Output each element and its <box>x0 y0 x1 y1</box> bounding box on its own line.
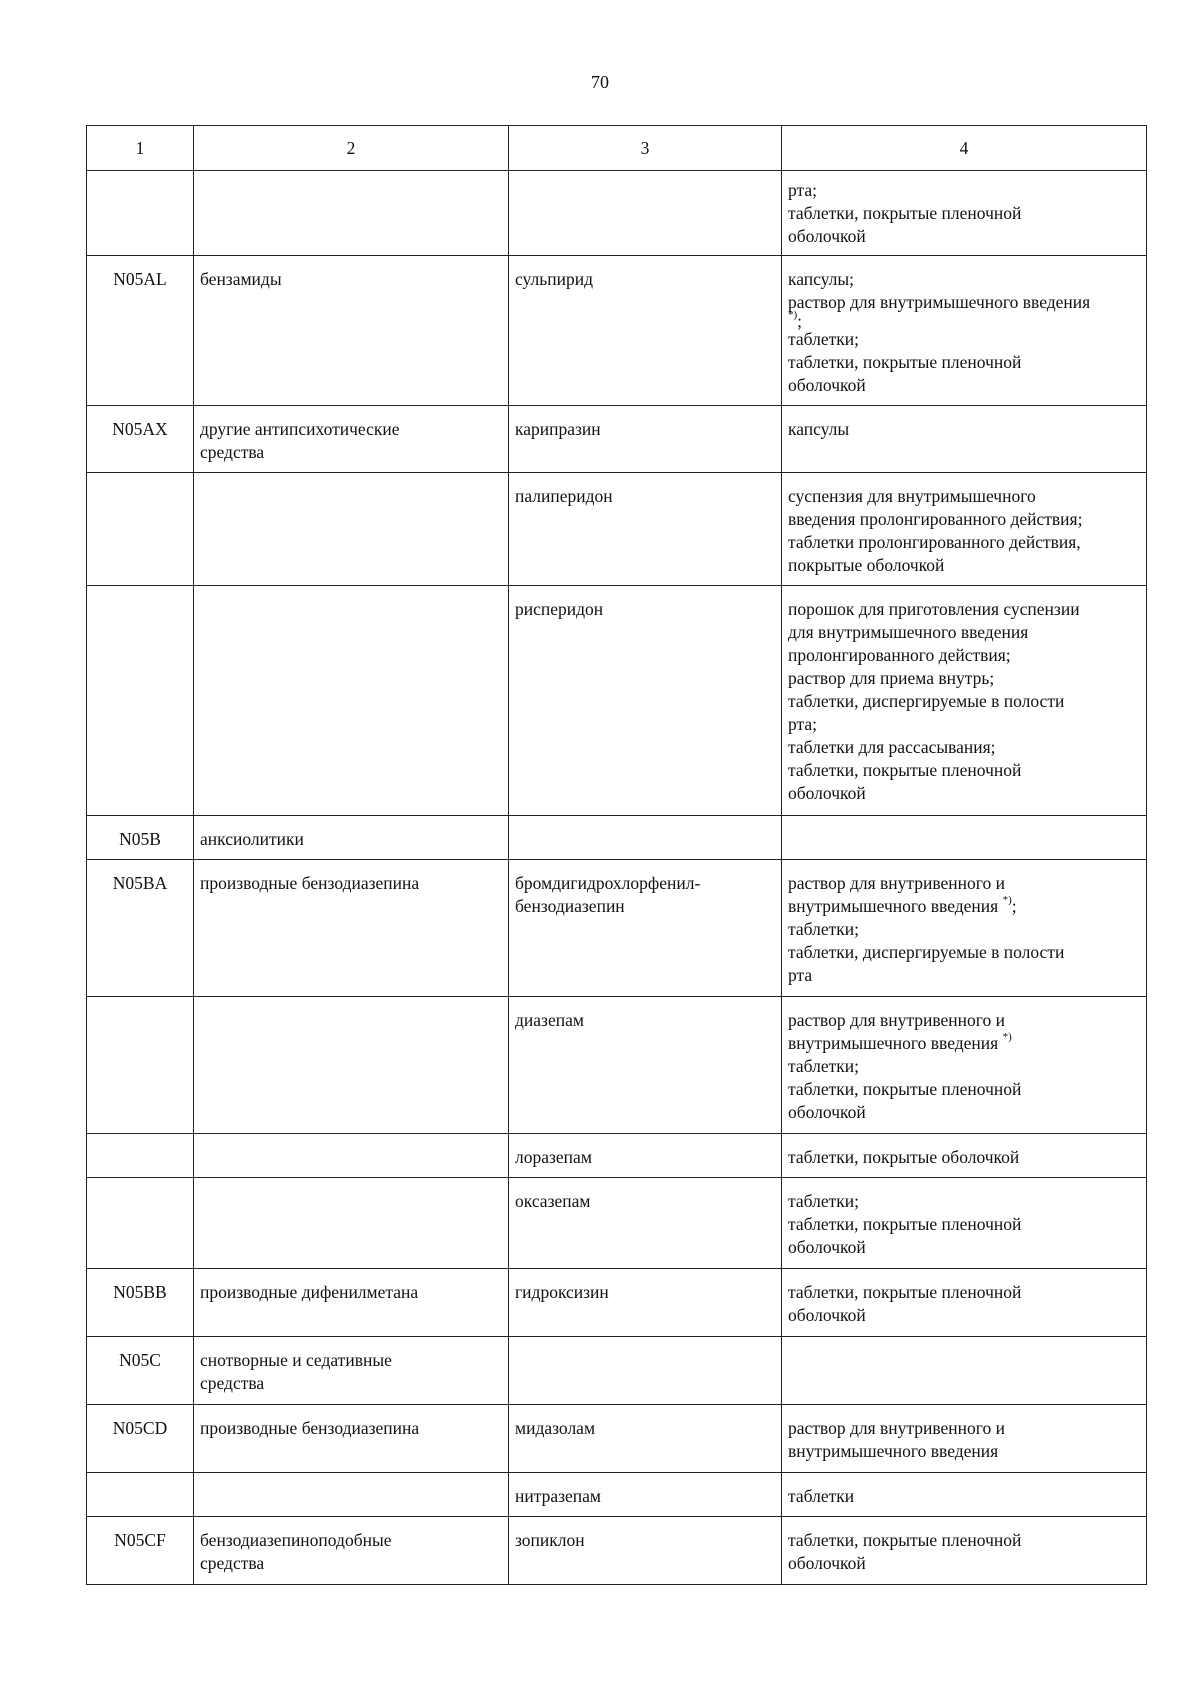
dosage-form-line: таблетки, покрытые пленочной <box>788 1530 1022 1550</box>
dosage-forms-cell <box>782 1517 1147 1585</box>
group-name: бензодиазепиноподобные <box>200 1530 392 1550</box>
dosage-forms-cell <box>782 1269 1147 1337</box>
table-row <box>87 1473 1147 1517</box>
atc-code-cell <box>87 586 194 816</box>
dosage-forms-cell <box>782 816 1147 860</box>
drug-cell <box>509 860 782 997</box>
group-cell <box>194 816 509 860</box>
group-name: средства <box>200 442 265 462</box>
header-cell: 4 <box>782 126 1147 171</box>
dosage-forms-cell <box>782 473 1147 586</box>
page-number: 70 <box>591 72 609 92</box>
dosage-form-line: внутримышечного введения *) <box>788 1031 1012 1053</box>
dosage-forms-cell <box>782 1473 1147 1517</box>
dosage-form-line: внутримышечного введения <box>788 1441 999 1461</box>
dosage-form-line: покрытые оболочкой <box>788 555 945 575</box>
group-name: анксиолитики <box>200 829 304 849</box>
table-row <box>87 1517 1147 1585</box>
dosage-form-line: оболочкой <box>788 1237 866 1257</box>
dosage-form-line: таблетки для рассасывания; <box>788 737 996 757</box>
atc-code-cell <box>87 473 194 586</box>
group-cell <box>194 256 509 406</box>
drug-name: бензодиазепин <box>515 896 625 916</box>
dosage-form-line: таблетки, диспергируемые в полости <box>788 691 1065 711</box>
drug-name: зопиклон <box>515 1530 585 1550</box>
group-name: другие антипсихотические <box>200 419 400 439</box>
dosage-forms-cell <box>782 1337 1147 1405</box>
table-row <box>87 1134 1147 1178</box>
dosage-forms-cell <box>782 586 1147 816</box>
group-cell <box>194 1134 509 1178</box>
group-cell <box>194 1405 509 1473</box>
drug-cell <box>509 1134 782 1178</box>
group-name: средства <box>200 1553 265 1573</box>
dosage-form-line: раствор для внутримышечного введения <box>788 292 1091 312</box>
footnote-mark: *) <box>1002 1031 1012 1044</box>
drug-name: сульпирид <box>515 269 593 289</box>
atc-code-cell: N05CF <box>87 1517 194 1585</box>
drug-cell <box>509 1337 782 1405</box>
table-row <box>87 1405 1147 1473</box>
dosage-form-line: оболочкой <box>788 1305 866 1325</box>
group-cell <box>194 860 509 997</box>
group-name: средства <box>200 1373 265 1393</box>
group-cell <box>194 1473 509 1517</box>
group-cell <box>194 997 509 1134</box>
drug-cell <box>509 586 782 816</box>
dosage-form-line: оболочкой <box>788 783 866 803</box>
drug-cell <box>509 1473 782 1517</box>
dosage-form-line: таблетки; <box>788 1191 859 1211</box>
table-row <box>87 1269 1147 1337</box>
dosage-form-line: раствор для внутривенного и <box>788 873 1006 893</box>
atc-code-cell: N05AL <box>87 256 194 406</box>
dosage-forms-cell <box>782 1405 1147 1473</box>
dosage-form-line: оболочкой <box>788 1102 866 1122</box>
dosage-form-line: введения пролонгированного действия; <box>788 509 1083 529</box>
drug-cell <box>509 256 782 406</box>
table-row <box>87 816 1147 860</box>
dosage-forms-cell <box>782 1134 1147 1178</box>
table-row <box>87 860 1147 997</box>
dosage-forms-cell <box>782 406 1147 473</box>
dosage-form-line: таблетки; <box>788 919 859 939</box>
drug-cell <box>509 1405 782 1473</box>
group-cell <box>194 586 509 816</box>
dosage-form-line: суспензия для внутримышечного <box>788 486 1036 506</box>
table-row <box>87 1178 1147 1269</box>
header-cell: 3 <box>509 126 782 171</box>
dosage-form-line: внутримышечного введения *); <box>788 894 1017 916</box>
dosage-form-line: раствор для внутривенного и <box>788 1010 1006 1030</box>
drug-cell <box>509 816 782 860</box>
group-name: снотворные и седативные <box>200 1350 392 1370</box>
drug-cell <box>509 1269 782 1337</box>
table-row <box>87 406 1147 473</box>
drug-cell <box>509 406 782 473</box>
drug-name: мидазолам <box>515 1418 596 1438</box>
group-cell <box>194 1269 509 1337</box>
drug-name: бромдигидрохлорфенил- <box>515 873 701 893</box>
table-row <box>87 1337 1147 1405</box>
dosage-form-line: рта; <box>788 180 818 200</box>
group-cell <box>194 406 509 473</box>
group-name: производные бензодиазепина <box>200 873 420 893</box>
atc-code-cell: N05C <box>87 1337 194 1405</box>
drug-name: лоразепам <box>515 1147 592 1167</box>
atc-code-cell <box>87 171 194 256</box>
group-cell <box>194 1337 509 1405</box>
table-row <box>87 256 1147 406</box>
drug-cell <box>509 1517 782 1585</box>
header-cell: 2 <box>194 126 509 171</box>
group-cell <box>194 171 509 256</box>
drug-name: оксазепам <box>515 1191 591 1211</box>
table-row <box>87 586 1147 816</box>
dosage-form-line: таблетки, покрытые пленочной <box>788 760 1022 780</box>
table-row <box>87 171 1147 256</box>
dosage-forms-cell <box>782 997 1147 1134</box>
drug-name: гидроксизин <box>515 1282 609 1302</box>
dosage-form-line: таблетки; <box>788 329 859 349</box>
drug-cell <box>509 997 782 1134</box>
atc-code-cell <box>87 1134 194 1178</box>
dosage-form-line: оболочкой <box>788 1553 866 1573</box>
dosage-form-line: пролонгированного действия; <box>788 645 1011 665</box>
group-name: бензамиды <box>200 269 282 289</box>
dosage-forms-cell <box>782 256 1147 406</box>
group-cell <box>194 473 509 586</box>
drug-cell <box>509 171 782 256</box>
drug-name: палиперидон <box>515 486 613 506</box>
table-row <box>87 997 1147 1134</box>
dosage-forms-cell <box>782 860 1147 997</box>
dosage-form-line: рта; <box>788 714 818 734</box>
dosage-form-line: таблетки пролонгированного действия, <box>788 532 1081 552</box>
dosage-form-line: *); <box>788 309 803 331</box>
atc-code-cell: N05BA <box>87 860 194 997</box>
dosage-form-line: для внутримышечного введения <box>788 622 1029 642</box>
atc-code-cell <box>87 1473 194 1517</box>
atc-code-cell: N05AX <box>87 406 194 473</box>
drug-cell <box>509 473 782 586</box>
table-header-row <box>87 126 1147 171</box>
atc-code-cell: N05BB <box>87 1269 194 1337</box>
dosage-form-line: таблетки, покрытые оболочкой <box>788 1147 1020 1167</box>
dosage-form-line: таблетки, покрытые пленочной <box>788 352 1022 372</box>
dosage-forms-cell <box>782 1178 1147 1269</box>
drug-name: рисперидон <box>515 599 604 619</box>
group-name: производные бензодиазепина <box>200 1418 420 1438</box>
group-cell <box>194 1517 509 1585</box>
dosage-form-line: таблетки <box>788 1486 855 1506</box>
dosage-form-line: таблетки; <box>788 1056 859 1076</box>
dosage-form-line: таблетки, покрытые пленочной <box>788 1214 1022 1234</box>
footnote-mark: *) <box>788 309 798 322</box>
dosage-form-line: таблетки, диспергируемые в полости <box>788 942 1065 962</box>
drug-name: диазепам <box>515 1010 584 1030</box>
dosage-form-line: капсулы; <box>788 269 855 289</box>
table-row <box>87 473 1147 586</box>
drug-name: нитразепам <box>515 1486 601 1506</box>
dosage-form-line: раствор для приема внутрь; <box>788 668 995 688</box>
header-cell: 1 <box>87 126 194 171</box>
drug-cell <box>509 1178 782 1269</box>
dosage-form-line: рта <box>788 965 813 985</box>
atc-code-cell: N05CD <box>87 1405 194 1473</box>
group-name: производные дифенилметана <box>200 1282 419 1302</box>
dosage-form-line: таблетки, покрытые пленочной <box>788 203 1022 223</box>
dosage-form-line: таблетки, покрытые пленочной <box>788 1282 1022 1302</box>
dosage-forms-cell <box>782 171 1147 256</box>
drug-table <box>86 125 1147 1585</box>
dosage-form-line: раствор для внутривенного и <box>788 1418 1006 1438</box>
dosage-form-line: капсулы <box>788 419 850 439</box>
dosage-form-line: оболочкой <box>788 375 866 395</box>
atc-code-cell <box>87 997 194 1134</box>
atc-code-cell <box>87 1178 194 1269</box>
atc-code-cell: N05B <box>87 816 194 860</box>
dosage-form-line: оболочкой <box>788 226 866 246</box>
drug-name: карипразин <box>515 419 601 439</box>
dosage-form-line: таблетки, покрытые пленочной <box>788 1079 1022 1099</box>
dosage-form-line: порошок для приготовления суспензии <box>788 599 1080 619</box>
group-cell <box>194 1178 509 1269</box>
footnote-mark: *) <box>1002 894 1012 907</box>
